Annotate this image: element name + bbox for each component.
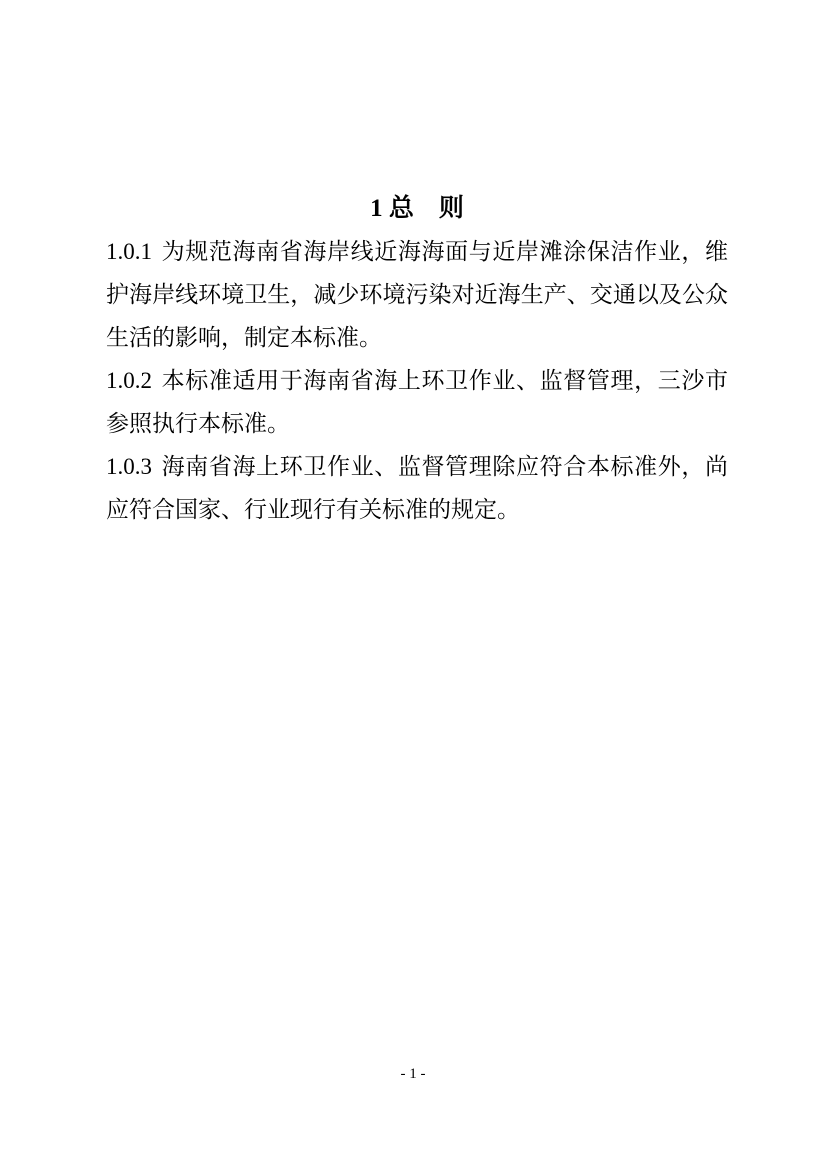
clause-1-0-1	[106, 230, 728, 359]
page-number: - 1 -	[400, 1066, 426, 1082]
page-footer	[0, 1064, 826, 1084]
clause-number: 1.0.2	[106, 368, 152, 393]
clause-1-0-3	[106, 445, 728, 531]
document-content	[106, 187, 728, 531]
clause-number: 1.0.1	[106, 239, 152, 264]
clause-text: 海南省海上环卫作业、监督管理除应符合本标准外，尚应符合国家、行业现行有关标准的规定。	[106, 454, 728, 522]
section-title: 1 总 则	[370, 195, 464, 222]
clause-1-0-2	[106, 359, 728, 445]
clause-text: 为规范海南省海岸线近海海面与近岸滩涂保洁作业，维护海岸线环境卫生，减少环境污染对近海生产、交通以及公众生活的影响，制定本标准。	[106, 239, 728, 350]
clause-number: 1.0.3	[106, 454, 152, 479]
clause-text: 本标准适用于海南省海上环卫作业、监督管理，三沙市参照执行本标准。	[106, 368, 728, 436]
